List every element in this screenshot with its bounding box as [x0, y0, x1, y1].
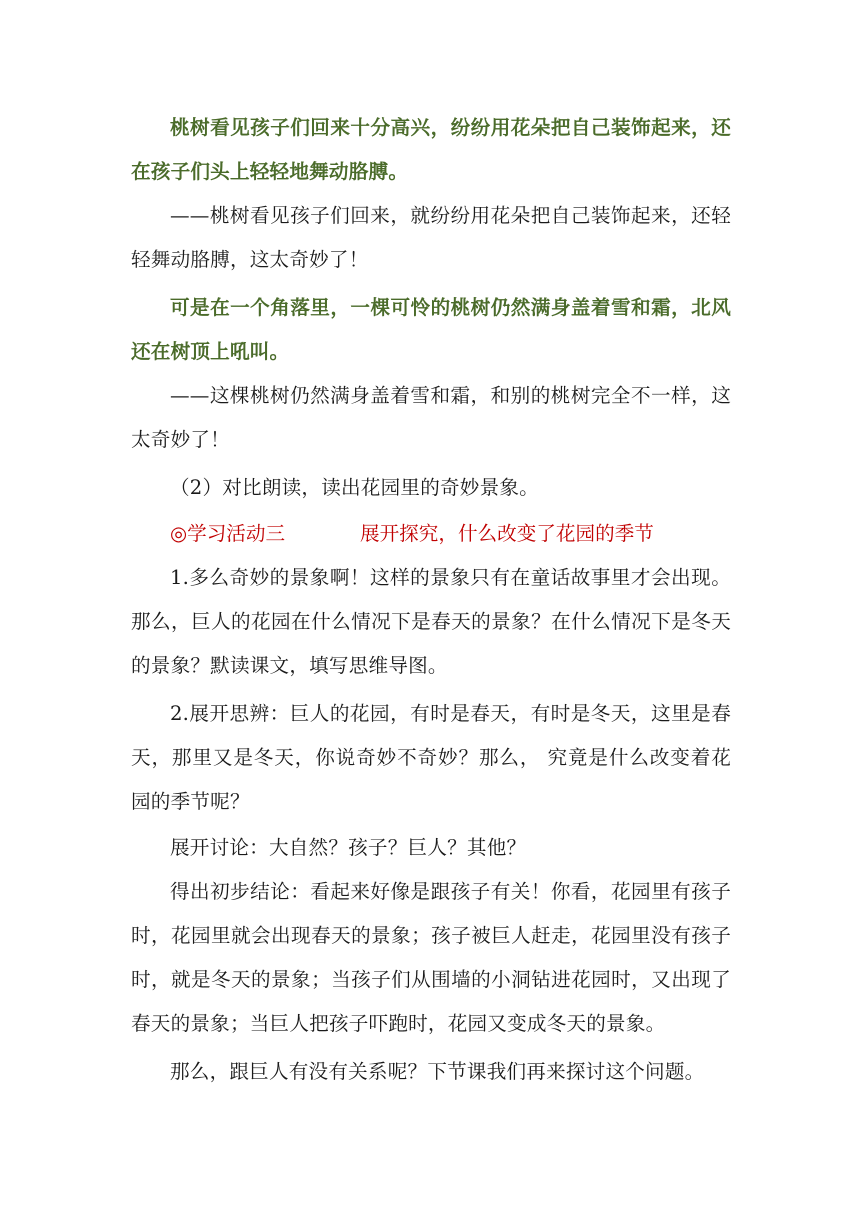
quote-paragraph-peach-trees: 桃树看见孩子们回来十分高兴，纷纷用花朵把自己装饰起来，还在孩子们头上轻轻地舞动胳膊。 [131, 116, 731, 183]
paragraph-next-lesson: 那么，跟巨人有没有关系呢？下节课我们再来探讨这个问题。 [170, 1060, 705, 1083]
paragraph-preliminary-conclusion: 得出初步结论：看起来好像是跟孩子有关！你看，花园里有孩子时，花园里就会出现春天的景象；孩子被巨人赶走，花园里没有孩子时，就是冬天的景象；当孩子们从围墙的小洞钻进花园时，又出现了春天的景象；当巨人把孩子吓跑时，花园又变成冬天的景象。 [131, 880, 731, 1035]
comment-paragraph-corner-tree: ——这棵桃树仍然满身盖着雪和霜，和别的桃树完全不一样，这太奇妙了！ [131, 384, 731, 451]
activity-heading-title: 展开探究，什么改变了花园的季节 [360, 522, 654, 545]
paragraph-task-2: 2.展开思辨：巨人的花园，有时是春天，有时是冬天，这里是春天，那里又是冬天，你说奇妙不奇妙？那么， 究竟是什么改变着花园的季节呢？ [131, 702, 731, 813]
paragraph-discussion: 展开讨论：大自然？孩子？巨人？其他？ [170, 836, 527, 859]
comment-paragraph-peach-trees: ——桃树看见孩子们回来，就纷纷用花朵把自己装饰起来，还轻轻舞动胳膊，这太奇妙了！ [131, 204, 731, 271]
instruction-paragraph-contrast-reading: （2）对比朗读，读出花园里的奇妙景象。 [170, 476, 539, 499]
quote-paragraph-corner-tree: 可是在一个角落里，一棵可怜的桃树仍然满身盖着雪和霜，北风还在树顶上吼叫。 [131, 296, 731, 363]
paragraph-task-1: 1.多么奇妙的景象啊！这样的景象只有在童话故事里才会出现。那么，巨人的花园在什么情况下是春天的景象？在什么情况下是冬天的景象？默读课文，填写思维导图。 [131, 566, 731, 677]
activity-heading-label: ◎学习活动三 [170, 522, 286, 545]
